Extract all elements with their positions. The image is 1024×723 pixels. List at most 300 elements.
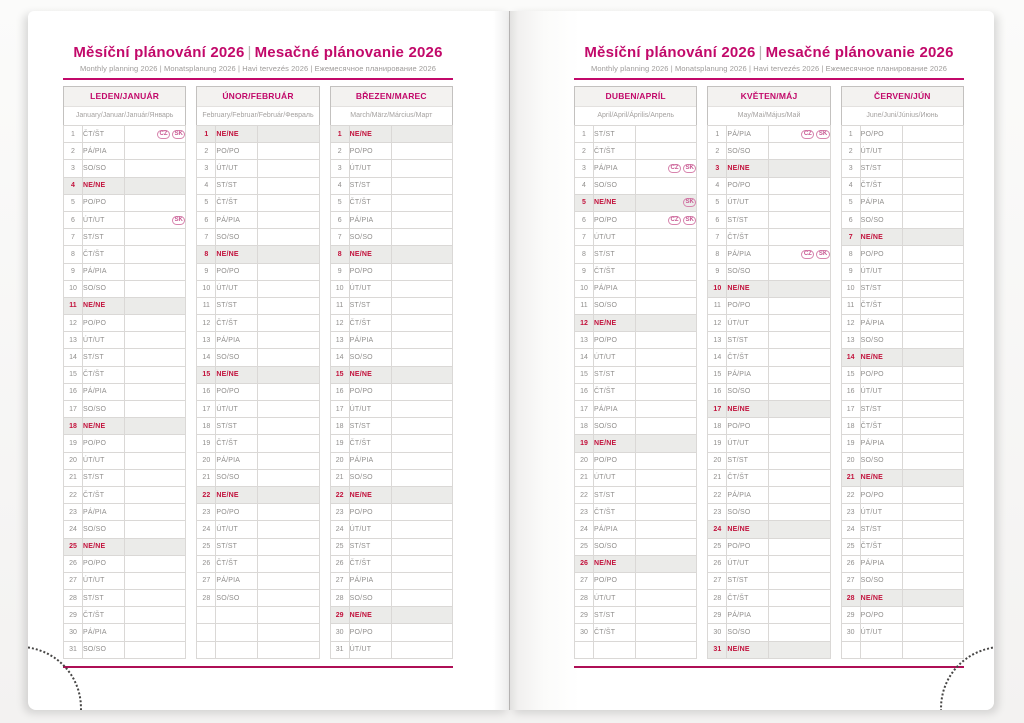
- day-number: 31: [330, 641, 349, 658]
- notes-cell: [769, 332, 830, 349]
- day-number: 19: [330, 435, 349, 452]
- empty-cell: [258, 624, 319, 641]
- notes-cell: [258, 452, 319, 469]
- notes-cell: [636, 538, 697, 555]
- day-row: [708, 349, 830, 366]
- notes-cell: [391, 332, 452, 349]
- month-name: DUBEN/APRÍL: [575, 87, 696, 107]
- notes-cell: [636, 246, 697, 263]
- day-row: [330, 246, 452, 263]
- day-abbrev: ÚT/UT: [216, 401, 258, 418]
- empty-row: [197, 624, 319, 641]
- page-title: [574, 44, 964, 61]
- day-row: [197, 366, 319, 383]
- notes-cell: [769, 486, 830, 503]
- month-column: [841, 86, 964, 659]
- day-number: 21: [575, 469, 594, 486]
- day-row: [708, 590, 830, 607]
- day-abbrev: NE/NE: [594, 555, 636, 572]
- day-row: [841, 624, 963, 641]
- notes-cell: [258, 280, 319, 297]
- day-row: [64, 126, 186, 143]
- day-row: [330, 349, 452, 366]
- day-row: [841, 263, 963, 280]
- notes-cell: [125, 641, 186, 658]
- day-number: 24: [575, 521, 594, 538]
- day-number: 15: [330, 366, 349, 383]
- day-row: [575, 469, 697, 486]
- day-row: [197, 418, 319, 435]
- day-number: 10: [330, 280, 349, 297]
- day-abbrev: PO/PO: [860, 366, 902, 383]
- month-name: KVĚTEN/MÁJ: [708, 87, 829, 107]
- day-abbrev: PÁ/PIA: [860, 194, 902, 211]
- day-row: [708, 143, 830, 160]
- day-number: 19: [708, 435, 727, 452]
- month-name: ÚNOR/FEBRUÁR: [197, 87, 318, 107]
- notes-cell: [391, 401, 452, 418]
- day-row: [197, 280, 319, 297]
- notes-cell: [769, 383, 830, 400]
- notes-cell: [769, 607, 830, 624]
- notes-cell: [902, 486, 963, 503]
- day-number: 9: [841, 263, 860, 280]
- day-row: [330, 607, 452, 624]
- day-abbrev: ČT/ŠT: [594, 263, 636, 280]
- day-row: [575, 418, 697, 435]
- day-row: [841, 315, 963, 332]
- day-abbrev: ÚT/UT: [860, 504, 902, 521]
- month-translations: April/April/Április/Апрель: [575, 107, 696, 125]
- notes-cell: [258, 177, 319, 194]
- day-number: 16: [841, 383, 860, 400]
- day-number: 12: [575, 315, 594, 332]
- day-abbrev: SO/SO: [594, 538, 636, 555]
- day-number: 28: [330, 590, 349, 607]
- day-row: [708, 177, 830, 194]
- month-header: [841, 86, 964, 125]
- notes-cell: [391, 297, 452, 314]
- empty-row: [841, 641, 963, 658]
- day-abbrev: ČT/ŠT: [727, 590, 769, 607]
- day-row: [708, 641, 830, 658]
- notes-cell: [636, 194, 697, 211]
- day-row: [197, 194, 319, 211]
- title-divider: |: [758, 44, 763, 61]
- day-number: 11: [575, 297, 594, 314]
- empty-cell: [258, 607, 319, 624]
- day-number: 8: [708, 246, 727, 263]
- day-number: 11: [708, 297, 727, 314]
- notes-cell: [125, 366, 186, 383]
- day-abbrev: PÁ/PIA: [727, 366, 769, 383]
- day-abbrev: ST/ST: [349, 177, 391, 194]
- day-row: [708, 229, 830, 246]
- day-number: 12: [330, 315, 349, 332]
- day-number: 20: [64, 452, 83, 469]
- day-number: 1: [197, 126, 216, 143]
- day-row: [575, 538, 697, 555]
- day-number: 1: [64, 126, 83, 143]
- day-abbrev: ÚT/UT: [594, 349, 636, 366]
- day-abbrev: SO/SO: [727, 504, 769, 521]
- day-number: 23: [575, 504, 594, 521]
- notes-cell: [391, 572, 452, 589]
- day-abbrev: ÚT/UT: [83, 572, 125, 589]
- day-row: [197, 469, 319, 486]
- day-number: 29: [841, 607, 860, 624]
- notes-cell: [636, 435, 697, 452]
- day-abbrev: ÚT/UT: [349, 521, 391, 538]
- notes-cell: [636, 177, 697, 194]
- day-row: [708, 452, 830, 469]
- month-translations: March/März/Március/Март: [331, 107, 452, 125]
- day-number: 2: [330, 143, 349, 160]
- day-row: [708, 332, 830, 349]
- notes-cell: [391, 263, 452, 280]
- day-abbrev: ST/ST: [594, 486, 636, 503]
- day-abbrev: SO/SO: [594, 177, 636, 194]
- day-abbrev: PO/PO: [216, 504, 258, 521]
- holiday-badge-sk: SK: [683, 198, 696, 207]
- day-abbrev: SO/SO: [727, 143, 769, 160]
- day-abbrev: ÚT/UT: [216, 521, 258, 538]
- notes-cell: [902, 194, 963, 211]
- notes-cell: [902, 126, 963, 143]
- day-number: 22: [330, 486, 349, 503]
- day-abbrev: ÚT/UT: [349, 641, 391, 658]
- day-row: [64, 177, 186, 194]
- day-abbrev: SO/SO: [594, 418, 636, 435]
- day-number: 27: [330, 572, 349, 589]
- day-row: [64, 315, 186, 332]
- day-abbrev: ÚT/UT: [349, 280, 391, 297]
- day-abbrev: ČT/ŠT: [727, 229, 769, 246]
- notes-cell: [258, 555, 319, 572]
- day-number: 2: [708, 143, 727, 160]
- day-number: 17: [197, 401, 216, 418]
- day-abbrev: PÁ/PIA: [860, 315, 902, 332]
- notes-cell: [769, 280, 830, 297]
- day-row: [197, 246, 319, 263]
- day-number: 11: [64, 297, 83, 314]
- day-abbrev: PÁ/PIA: [594, 401, 636, 418]
- day-row: [64, 349, 186, 366]
- notes-cell: [125, 624, 186, 641]
- day-number: 31: [64, 641, 83, 658]
- day-row: [841, 486, 963, 503]
- notes-cell: [391, 143, 452, 160]
- day-number: 8: [841, 246, 860, 263]
- month-header: [574, 86, 697, 125]
- notes-cell: [902, 297, 963, 314]
- holiday-badge-sk: SK: [683, 216, 696, 225]
- day-number: 13: [575, 332, 594, 349]
- day-number: 25: [64, 538, 83, 555]
- title-divider: |: [247, 44, 252, 61]
- empty-cell: [594, 641, 636, 658]
- day-abbrev: PÁ/PIA: [727, 607, 769, 624]
- day-abbrev: NE/NE: [594, 315, 636, 332]
- day-row: [575, 486, 697, 503]
- day-abbrev: SO/SO: [83, 641, 125, 658]
- months-left: [63, 86, 453, 659]
- day-row: [330, 418, 452, 435]
- title-rule: [63, 78, 453, 80]
- day-row: [330, 297, 452, 314]
- day-row: [841, 538, 963, 555]
- day-abbrev: PÁ/PIA: [216, 332, 258, 349]
- notes-cell: [125, 332, 186, 349]
- day-row: [64, 607, 186, 624]
- notes-cell: [769, 143, 830, 160]
- day-abbrev: NE/NE: [349, 607, 391, 624]
- page-left-content: [63, 11, 453, 668]
- day-abbrev: PÁ/PIA: [83, 504, 125, 521]
- day-abbrev: PÁ/PIA: [860, 435, 902, 452]
- day-row: [64, 504, 186, 521]
- notes-cell: [391, 246, 452, 263]
- month-grid: [330, 125, 453, 659]
- day-row: [708, 435, 830, 452]
- day-row: [841, 469, 963, 486]
- day-row: [708, 521, 830, 538]
- day-abbrev: PO/PO: [349, 383, 391, 400]
- day-row: [575, 435, 697, 452]
- day-number: 5: [197, 194, 216, 211]
- day-number: 7: [64, 229, 83, 246]
- day-row: [841, 452, 963, 469]
- notes-cell: [125, 555, 186, 572]
- day-number: 26: [330, 555, 349, 572]
- day-row: [64, 641, 186, 658]
- day-abbrev: ST/ST: [727, 572, 769, 589]
- notes-cell: [125, 538, 186, 555]
- notes-cell: [391, 194, 452, 211]
- notes-cell: [636, 143, 697, 160]
- day-row: [708, 383, 830, 400]
- day-abbrev: PÁ/PIA: [83, 383, 125, 400]
- notes-cell: [636, 486, 697, 503]
- day-number: 4: [575, 177, 594, 194]
- month-translations: June/Juni/Június/Июнь: [842, 107, 963, 125]
- day-abbrev: ÚT/UT: [860, 383, 902, 400]
- day-row: [575, 280, 697, 297]
- day-row: [330, 538, 452, 555]
- notes-cell: [769, 177, 830, 194]
- day-row: [708, 486, 830, 503]
- day-row: [197, 297, 319, 314]
- day-row: [197, 126, 319, 143]
- day-row: [64, 211, 186, 228]
- day-abbrev: PO/PO: [83, 194, 125, 211]
- notes-cell: [636, 504, 697, 521]
- empty-cell: [902, 641, 963, 658]
- notes-cell: [125, 418, 186, 435]
- notes-cell: [769, 229, 830, 246]
- day-number: 18: [841, 418, 860, 435]
- day-row: [64, 624, 186, 641]
- day-number: 26: [64, 555, 83, 572]
- notes-cell: [769, 590, 830, 607]
- day-row: [575, 126, 697, 143]
- day-row: [330, 486, 452, 503]
- notes-cell: [125, 246, 186, 263]
- day-row: [575, 504, 697, 521]
- day-abbrev: PÁ/PIA: [83, 624, 125, 641]
- notes-cell: [391, 641, 452, 658]
- day-number: 23: [330, 504, 349, 521]
- month-column: [574, 86, 697, 659]
- day-number: 4: [197, 177, 216, 194]
- day-abbrev: ÚT/UT: [216, 160, 258, 177]
- day-row: [575, 572, 697, 589]
- day-row: [330, 452, 452, 469]
- day-abbrev: ST/ST: [594, 607, 636, 624]
- notes-cell: [391, 383, 452, 400]
- day-row: [330, 572, 452, 589]
- day-abbrev: SO/SO: [216, 349, 258, 366]
- day-number: 12: [64, 315, 83, 332]
- notes-cell: [769, 315, 830, 332]
- day-number: 5: [708, 194, 727, 211]
- day-abbrev: PO/PO: [860, 126, 902, 143]
- day-row: [708, 280, 830, 297]
- day-row: [64, 194, 186, 211]
- day-abbrev: SO/SO: [83, 521, 125, 538]
- day-abbrev: SO/SO: [860, 332, 902, 349]
- day-row: [575, 246, 697, 263]
- notes-cell: [391, 349, 452, 366]
- day-abbrev: NE/NE: [216, 246, 258, 263]
- day-row: [64, 246, 186, 263]
- day-number: 30: [708, 624, 727, 641]
- notes-cell: [636, 263, 697, 280]
- day-row: [330, 435, 452, 452]
- day-abbrev: ÚT/UT: [83, 332, 125, 349]
- notes-cell: [636, 297, 697, 314]
- day-number: 18: [708, 418, 727, 435]
- day-number: 22: [575, 486, 594, 503]
- notes-cell: [125, 452, 186, 469]
- notes-cell: [258, 435, 319, 452]
- day-number: 18: [575, 418, 594, 435]
- notes-cell: [125, 590, 186, 607]
- day-abbrev: ČT/ŠT: [83, 486, 125, 503]
- month-translations: January/Januar/Január/Январь: [64, 107, 185, 125]
- day-abbrev: ČT/ŠT: [860, 177, 902, 194]
- day-row: [197, 521, 319, 538]
- day-abbrev: NE/NE: [594, 435, 636, 452]
- day-row: [330, 590, 452, 607]
- notes-cell: [258, 246, 319, 263]
- day-row: [708, 538, 830, 555]
- notes-cell: [769, 504, 830, 521]
- day-number: 27: [575, 572, 594, 589]
- empty-cell: [860, 641, 902, 658]
- notes-cell: [391, 126, 452, 143]
- day-number: 28: [64, 590, 83, 607]
- day-abbrev: SO/SO: [860, 452, 902, 469]
- notes-cell: [125, 126, 186, 143]
- notes-cell: [902, 383, 963, 400]
- day-row: [708, 401, 830, 418]
- day-abbrev: NE/NE: [727, 280, 769, 297]
- day-number: 30: [841, 624, 860, 641]
- day-number: 14: [330, 349, 349, 366]
- day-row: [197, 143, 319, 160]
- notes-cell: [125, 315, 186, 332]
- day-row: [197, 555, 319, 572]
- day-abbrev: ČT/ŠT: [349, 315, 391, 332]
- notes-cell: [391, 469, 452, 486]
- notes-cell: [258, 143, 319, 160]
- day-abbrev: PO/PO: [83, 555, 125, 572]
- notes-cell: [902, 607, 963, 624]
- day-row: [841, 590, 963, 607]
- day-number: 10: [841, 280, 860, 297]
- day-abbrev: ÚT/UT: [594, 229, 636, 246]
- day-abbrev: NE/NE: [594, 194, 636, 211]
- day-number: 28: [197, 590, 216, 607]
- day-number: 8: [64, 246, 83, 263]
- day-number: 6: [330, 211, 349, 228]
- day-abbrev: NE/NE: [83, 418, 125, 435]
- notes-cell: [125, 383, 186, 400]
- bottom-rule-right: [574, 666, 964, 668]
- day-abbrev: ST/ST: [594, 366, 636, 383]
- day-number: 12: [197, 315, 216, 332]
- day-row: [330, 521, 452, 538]
- notes-cell: [125, 211, 186, 228]
- day-abbrev: PO/PO: [216, 143, 258, 160]
- notes-cell: [391, 590, 452, 607]
- notes-cell: [125, 177, 186, 194]
- day-abbrev: ÚT/UT: [349, 160, 391, 177]
- day-abbrev: ČT/ŠT: [594, 383, 636, 400]
- day-row: [708, 624, 830, 641]
- notes-cell: [391, 418, 452, 435]
- day-abbrev: ST/ST: [83, 349, 125, 366]
- day-row: [330, 504, 452, 521]
- day-number: 14: [841, 349, 860, 366]
- day-row: [575, 263, 697, 280]
- day-row: [841, 297, 963, 314]
- day-number: 17: [708, 401, 727, 418]
- title-rule: [574, 78, 964, 80]
- day-abbrev: ČT/ŠT: [83, 126, 125, 143]
- day-abbrev: NE/NE: [727, 401, 769, 418]
- notes-cell: [125, 297, 186, 314]
- day-number: 14: [708, 349, 727, 366]
- day-abbrev: SO/SO: [83, 280, 125, 297]
- day-row: [841, 607, 963, 624]
- day-abbrev: NE/NE: [860, 590, 902, 607]
- day-number: 23: [197, 504, 216, 521]
- notes-cell: [902, 590, 963, 607]
- notes-cell: [769, 555, 830, 572]
- day-number: 25: [708, 538, 727, 555]
- notes-cell: [636, 349, 697, 366]
- bottom-rule-left: [63, 666, 453, 668]
- day-number: 24: [841, 521, 860, 538]
- day-number: 6: [197, 211, 216, 228]
- empty-row: [197, 641, 319, 658]
- day-abbrev: ÚT/UT: [727, 555, 769, 572]
- month-grid: [707, 125, 830, 659]
- day-row: [841, 401, 963, 418]
- day-number: 3: [841, 160, 860, 177]
